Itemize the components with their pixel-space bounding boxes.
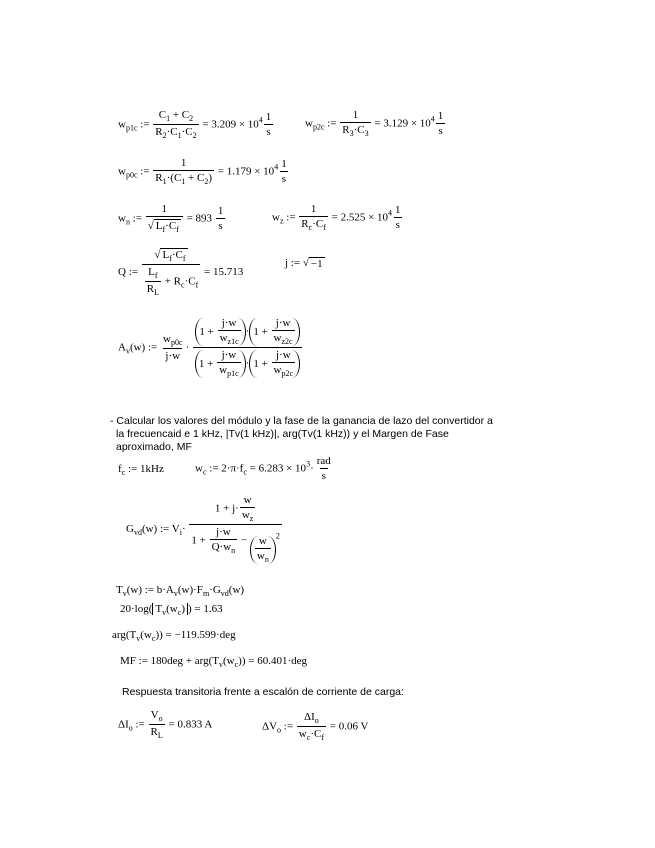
equation-phase-margin: MF := $180deg + arg(T_v(w_c)) = 60.401\cdot deg$ (120, 655, 308, 669)
equation-wp2c: $w_{p2c}$ := $\frac{1}{R_3\cdot C_3}$ = $3.129 \times 10^4$ $\frac{1}{s}$ (305, 109, 444, 138)
equation-wn: $w_n$ := 1 √ $L_f\cdot C_f$ = 893 $\frac{1}{s}$ (118, 203, 224, 234)
paragraph-line-1: - Calcular los valores del módulo y la fase de la ganancia de lazo del convertidor a (110, 415, 493, 427)
equation-tv: $T_v(w)$ := $b\cdot A_v(w)\cdot F_m\cdot G_{vd}(w)$ (116, 584, 245, 598)
equation-log-magnitude: 20·log( $T_v(w_c)$ ) = 1.63 (120, 603, 223, 617)
equation-arg-phase: $arg(T_v(w_c)) = -119.599\cdot deg$ (112, 629, 236, 643)
equation-av: $A_v(w)$ := $\frac{w_{p0c}}{j\cdot w}$ · 1 + $\frac{j\cdot w}{w_{z1c}}$ · 1 + $\frac{j\cdot w}{w_{z2c}}$ 1 + $\frac{j\cdot w}{w_{p1c}}$ · 1 + $\frac{j\cdot w}{w_{p2c}}$ (118, 318, 303, 378)
equation-wp0c: $w_{p0c}$ := $\frac{1}{R_1\cdot(C_1 + C_2)}$ = $1.179 \times 10^4$ $\frac{1}{s}$ (118, 157, 287, 186)
equation-q: Q := √ $L_f\cdot C_f$ $\frac{L_f}{R_L}$ + $R_c\cdot C_f$ = 15.713 (118, 249, 244, 297)
equation-fc: $f_c$ := 1kHz (118, 463, 164, 477)
equation-delta-vo: $\Delta V_o$ := $\frac{\Delta I_o}{w_c\cdot C_f}$ = 0.06 V (262, 711, 369, 742)
equation-gvd: $G_{vd}(w)$ := $V_i\cdot$ 1 + j· $\frac{w}{w_z}$ 1 + $\frac{j\cdot w}{Q\cdot w_n}$ − $\frac{w}{w_n}$ $^2$ (126, 494, 280, 564)
equation-wc: $w_c$ := $2\cdot\pi\cdot f_c = 6.283 \times 10^3\cdot$ $\frac{\text{rad}}{s}$ (195, 455, 331, 482)
equation-j: j := √ −1 (285, 257, 323, 270)
equation-wz: $w_z$ := $\frac{1}{R_c\cdot C_f}$ = $2.525 \times 10^4$ $\frac{1}{s}$ (272, 203, 401, 232)
paragraph-line-3: aproximado, MF (116, 441, 192, 453)
transient-title: Respuesta transitoria frente a escalón de corriente de carga: (122, 686, 404, 698)
equation-delta-io: $\Delta I_o$ := $\frac{V_o}{R_L}$ = 0.833 A (118, 709, 213, 740)
paragraph-line-2: la frecuencaid e 1 kHz, |Tv(1 kHz)|, arg(Tv(1 kHz)) y el Margen de Fase (116, 428, 449, 440)
equation-wp1c: $w_{p1c}$ := $\frac{C_1 + C_2}{R_2\cdot C_1\cdot C_2}$ = $3.209 \times 10^4$ $\frac{1}{s}$ (118, 109, 272, 140)
